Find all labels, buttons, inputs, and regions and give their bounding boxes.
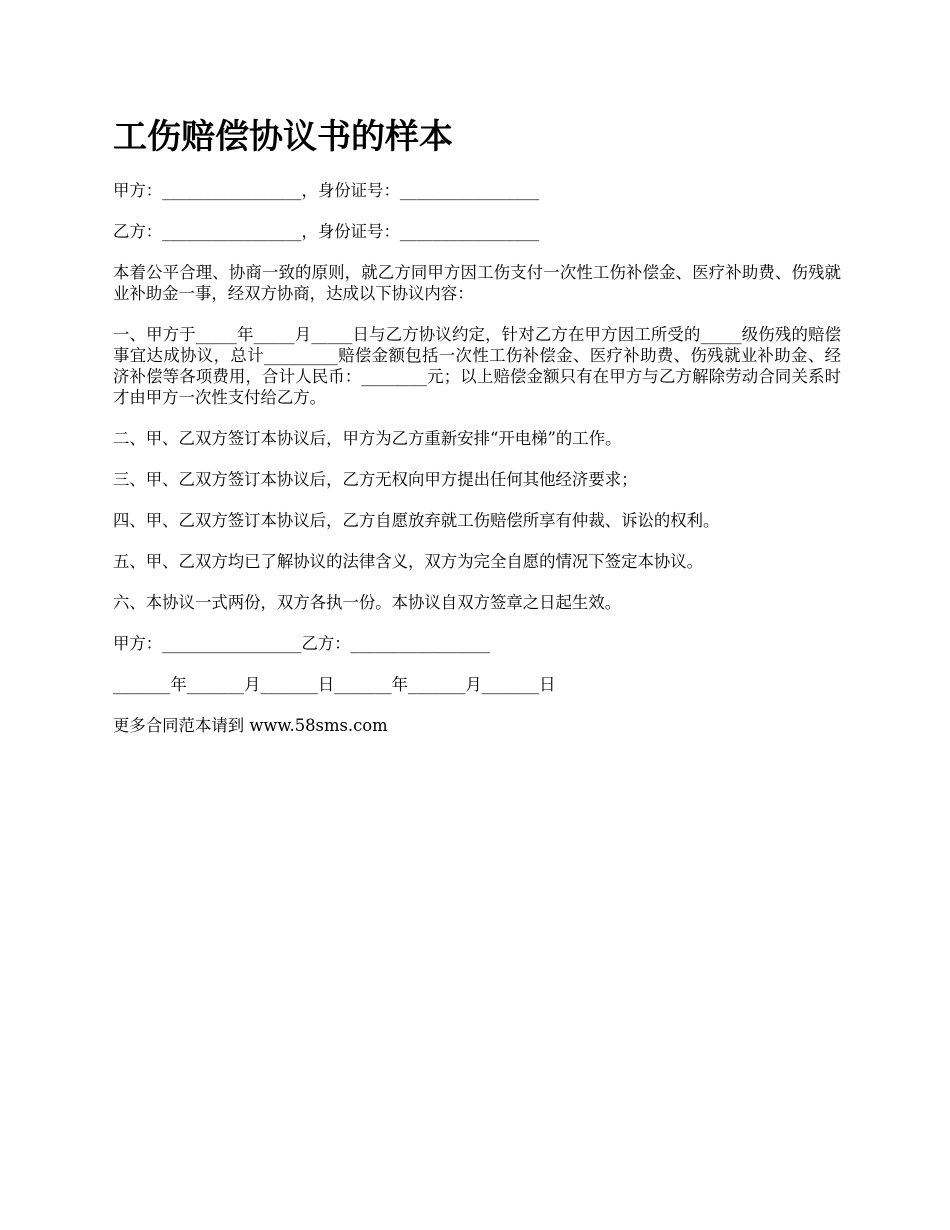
intro-paragraph: 本着公平合理、协商一致的原则，就乙方同甲方因工伤支付一次性工伤补偿金、医疗补助费、伤残就业补助金一事，经双方协商，达成以下协议内容： [113, 263, 841, 303]
clause-2: 二、甲、乙双方签订本协议后，甲方为乙方重新安排“开电梯”的工作。 [113, 429, 622, 448]
date-line: _______年_______月_______日_______年_______月_______日 [113, 675, 556, 694]
document-page [113, 112, 841, 756]
party-a-line: 甲方：_________________，身份证号：_________________ [113, 181, 540, 200]
signature-line: 甲方：_________________乙方：_________________ [113, 634, 490, 653]
party-b-line: 乙方：_________________，身份证号：_________________ [113, 222, 540, 241]
footer-note: 更多合同范本请到 www.58sms.com [113, 716, 388, 735]
clause-3: 三、甲、乙双方签订本协议后，乙方无权向甲方提出任何其他经济要求； [113, 470, 638, 489]
clause-6: 六、本协议一式两份，双方各执一份。本协议自双方签章之日起生效。 [113, 593, 622, 612]
document-title: 工伤赔偿协议书的样本 [113, 117, 453, 157]
clause-1: 一、甲方于_____年_____月_____日与乙方协议约定，针对乙方在甲方因工所受的_____级伤残的赔偿事宜达成协议，总计_________赔偿金额包括一次性工伤补偿金、医疗补助费、伤残就业补助金、经济补偿等各项费用，合计人民币：________元；以上赔偿金额只有在甲方与乙方解除劳动合同关系时才由甲方一次性支付给乙方。 [113, 325, 841, 407]
clause-5: 五、甲、乙双方均已了解协议的法律含义，双方为完全自愿的情况下签定本协议。 [113, 552, 704, 571]
clause-4: 四、甲、乙双方签订本协议后，乙方自愿放弃就工伤赔偿所享有仲裁、诉讼的权利。 [113, 511, 720, 530]
